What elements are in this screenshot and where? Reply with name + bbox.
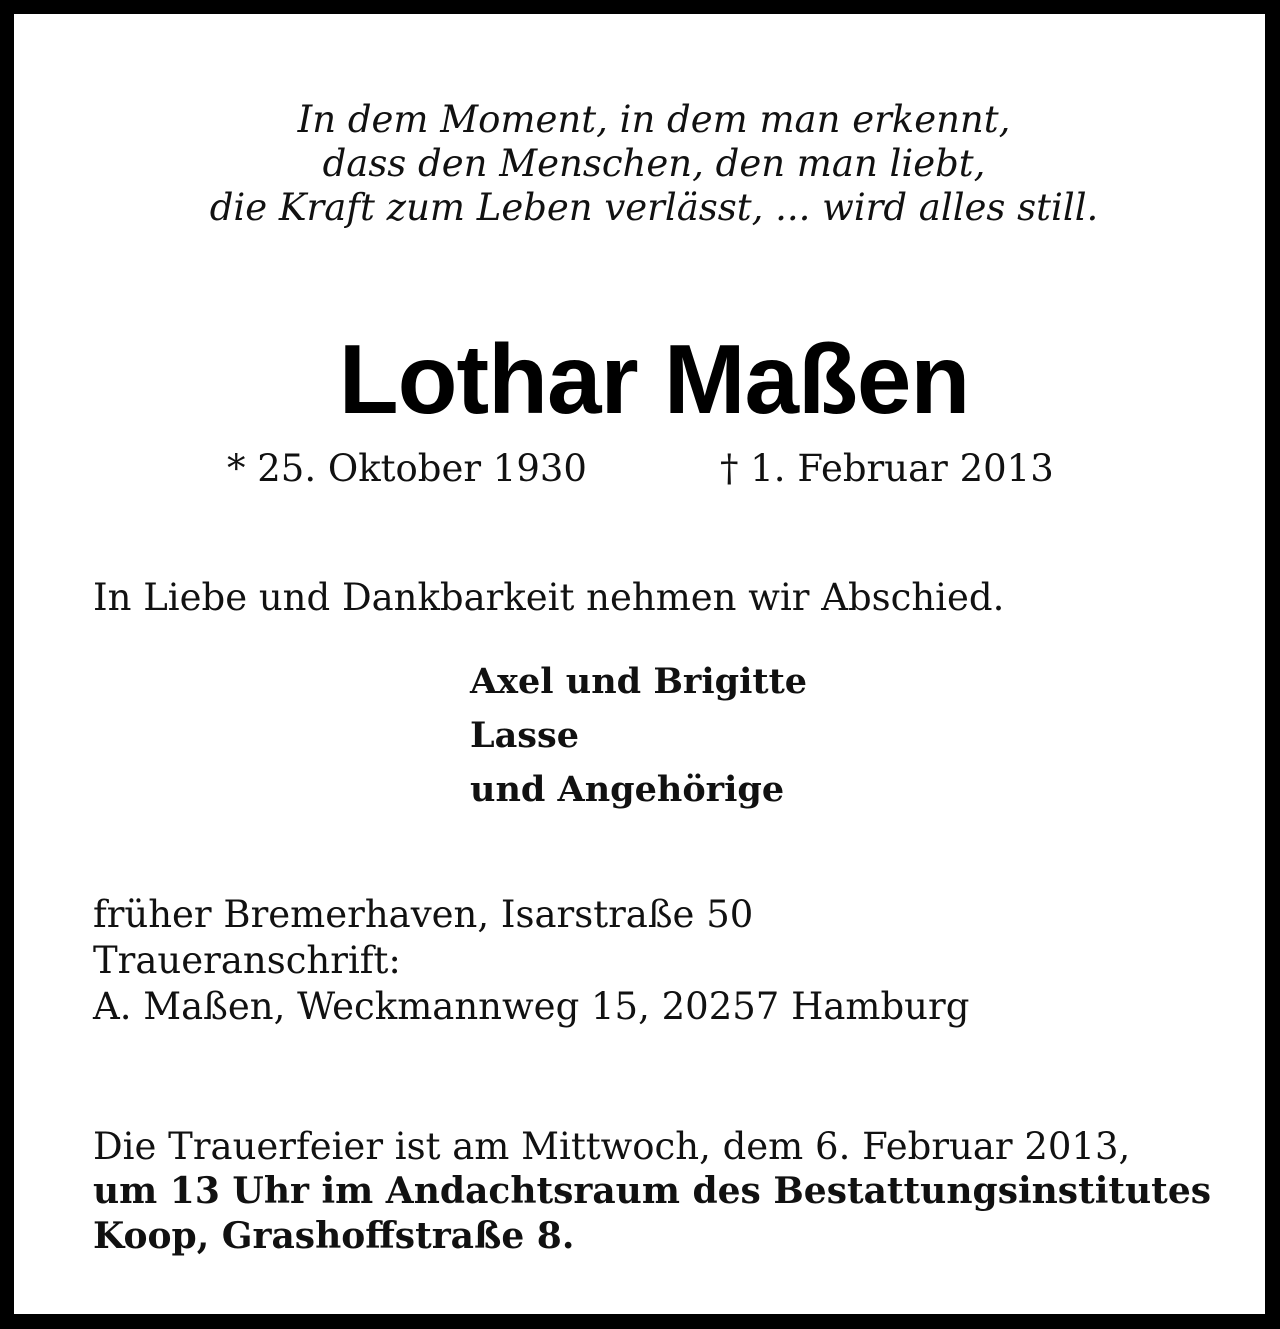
mourner-name: und Angehörige — [470, 769, 785, 810]
funeral-service-info — [93, 1124, 1211, 1259]
motto-line: die Kraft zum Leben verlässt, ... wird alles still. — [209, 186, 1099, 229]
motto-line: In dem Moment, in dem man erkennt, — [297, 98, 1011, 141]
address-block — [93, 892, 969, 1030]
former-address: früher Bremerhaven, Isarstraße 50 — [93, 893, 754, 936]
mourner-name: Lasse — [470, 715, 579, 756]
mourning-address: A. Maßen, Weckmannweg 15, 20257 Hamburg — [93, 985, 970, 1028]
mourners-list — [470, 655, 807, 817]
mourning-address-label: Traueranschrift: — [93, 939, 401, 982]
service-date-line: Die Trauerfeier ist am Mittwoch, dem 6. Februar 2013, — [93, 1125, 1131, 1168]
birth-date: * 25. Oktober 1930 — [227, 447, 587, 490]
service-address-line: Koop, Grashoffstraße 8. — [93, 1215, 575, 1257]
farewell-text: In Liebe und Dankbarkeit nehmen wir Abschied. — [93, 576, 1005, 619]
service-time-location-line: um 13 Uhr im Andachtsraum des Bestattungsinstitutes — [93, 1170, 1211, 1212]
motto-line: dass den Menschen, den man liebt, — [322, 142, 986, 185]
motto-quote — [14, 98, 1280, 230]
mourner-name: Axel und Brigitte — [470, 661, 808, 702]
death-date: † 1. Februar 2013 — [720, 447, 1054, 490]
deceased-name: Lothar Maßen — [338, 324, 970, 434]
